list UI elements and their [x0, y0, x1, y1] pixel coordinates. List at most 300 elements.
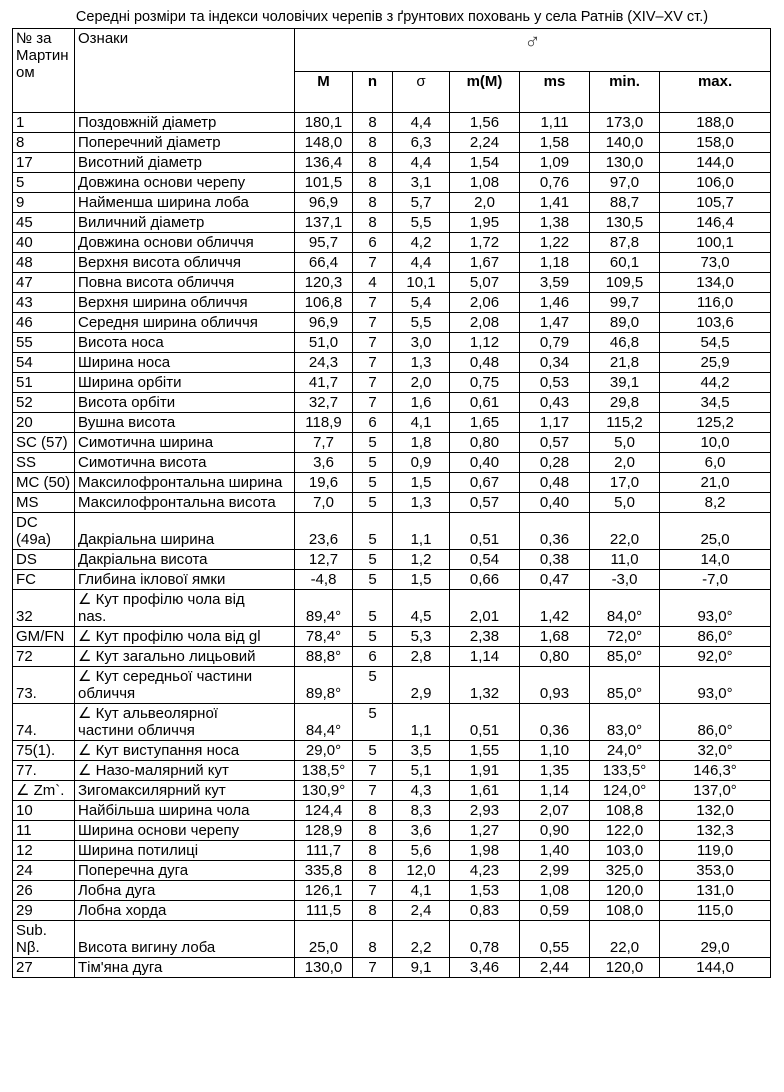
cell-col-sigma: 1,1 [393, 704, 450, 741]
cell-col-max: 115,0 [660, 901, 771, 921]
table-row [13, 193, 771, 213]
cell-col-mean: 25,0 [295, 921, 353, 958]
cell-col-sigma: 4,4 [393, 113, 450, 133]
header-row-symbol [13, 29, 771, 72]
row-code: 26 [13, 881, 75, 901]
row-feature-name: Висота носа [75, 333, 295, 353]
cell-col-max: 137,0° [660, 781, 771, 801]
cell-col-max: 100,1 [660, 233, 771, 253]
header-col-n: n [353, 72, 393, 113]
cell-col-n: 6 [353, 413, 393, 433]
cell-col-n: 7 [353, 313, 393, 333]
table-row [13, 393, 771, 413]
cell-col-max: 125,2 [660, 413, 771, 433]
row-code: 46 [13, 313, 75, 333]
cell-col-sigma: 8,3 [393, 801, 450, 821]
row-feature-name: Висота орбіти [75, 393, 295, 413]
cell-col-mean: 89,4° [295, 590, 353, 627]
cell-col-min: 72,0° [590, 627, 660, 647]
table-row [13, 704, 771, 741]
cell-col-max: 54,5 [660, 333, 771, 353]
cell-col-max: 106,0 [660, 173, 771, 193]
cell-col-mean: 78,4° [295, 627, 353, 647]
cell-col-n: 7 [353, 958, 393, 978]
cell-col-sigma: 3,6 [393, 821, 450, 841]
cell-col-error-sigma: 1,47 [520, 313, 590, 333]
cell-col-error-mean: 1,98 [450, 841, 520, 861]
cell-col-n: 5 [353, 590, 393, 627]
cell-col-sigma: 1,1 [393, 513, 450, 550]
cell-col-mean: 335,8 [295, 861, 353, 881]
cell-col-error-mean: 0,51 [450, 704, 520, 741]
cell-col-max: 10,0 [660, 433, 771, 453]
row-code: 29 [13, 901, 75, 921]
row-feature-name: Найменша ширина лоба [75, 193, 295, 213]
table-row [13, 213, 771, 233]
row-feature-name: ∠ Кут загально лицьовий [75, 647, 295, 667]
row-feature-name: Симотична ширина [75, 433, 295, 453]
cell-col-max: 144,0 [660, 153, 771, 173]
cell-col-n: 5 [353, 453, 393, 473]
cell-col-min: 130,0 [590, 153, 660, 173]
cell-col-n: 5 [353, 550, 393, 570]
cell-col-min: 5,0 [590, 433, 660, 453]
row-feature-name-line2: nas. [78, 608, 107, 625]
cell-col-min: 133,5° [590, 761, 660, 781]
cell-col-error-sigma: 1,42 [520, 590, 590, 627]
cell-col-min: 29,8 [590, 393, 660, 413]
cell-col-sigma: 4,5 [393, 590, 450, 627]
cell-col-error-mean: 1,14 [450, 647, 520, 667]
cell-col-sigma: 9,1 [393, 958, 450, 978]
row-code: 55 [13, 333, 75, 353]
row-feature-name: Верхня ширина обличчя [75, 293, 295, 313]
cell-col-error-sigma: 2,44 [520, 958, 590, 978]
cell-col-error-sigma: 0,57 [520, 433, 590, 453]
cell-col-sigma: 3,1 [393, 173, 450, 193]
table-row [13, 473, 771, 493]
cell-col-max: 116,0 [660, 293, 771, 313]
cell-col-min: 2,0 [590, 453, 660, 473]
cell-col-n: 5 [353, 570, 393, 590]
cell-col-error-mean: 0,83 [450, 901, 520, 921]
table-row [13, 293, 771, 313]
row-code: 45 [13, 213, 75, 233]
header-col-error-sigma: ms [520, 72, 590, 113]
cell-col-sigma: 10,1 [393, 273, 450, 293]
row-feature-name: Вушна висота [75, 413, 295, 433]
cell-col-min: 88,7 [590, 193, 660, 213]
cell-col-error-sigma: 0,90 [520, 821, 590, 841]
cell-col-mean: 124,4 [295, 801, 353, 821]
cell-col-sigma: 5,1 [393, 761, 450, 781]
cell-col-min: 87,8 [590, 233, 660, 253]
cell-col-max: 146,3° [660, 761, 771, 781]
row-feature-name: Дакріальна висота [75, 550, 295, 570]
cell-col-sigma: 3,5 [393, 741, 450, 761]
table-title: Середні розміри та індекси чоловічих черепів з ґрунтових поховань у села Ратнів (XIV–XV ст.) [75, 9, 709, 25]
cell-col-error-sigma: 1,40 [520, 841, 590, 861]
row-feature-name-line1: ∠ Кут профілю чола від [78, 591, 245, 608]
cell-col-mean: 148,0 [295, 133, 353, 153]
cell-col-min: 140,0 [590, 133, 660, 153]
cell-col-mean: 32,7 [295, 393, 353, 413]
cell-col-max: 103,6 [660, 313, 771, 333]
cell-col-error-sigma: 0,53 [520, 373, 590, 393]
cell-col-mean: 180,1 [295, 113, 353, 133]
row-code: 72 [13, 647, 75, 667]
row-code: Sub. Nβ. [13, 921, 75, 958]
cell-col-n: 7 [353, 393, 393, 413]
cell-col-min: 17,0 [590, 473, 660, 493]
cell-col-min: 46,8 [590, 333, 660, 353]
cell-col-n: 5 [353, 627, 393, 647]
row-feature-name: Виличний діаметр [75, 213, 295, 233]
cell-col-error-mean: 0,51 [450, 513, 520, 550]
cell-col-mean: 51,0 [295, 333, 353, 353]
table-row [13, 881, 771, 901]
row-feature-name [75, 667, 295, 704]
cell-col-mean: 120,3 [295, 273, 353, 293]
cell-col-n: 5 [353, 741, 393, 761]
table-body [13, 113, 771, 978]
cell-col-sigma: 3,0 [393, 333, 450, 353]
row-code: MC (50) [13, 473, 75, 493]
cell-col-error-sigma: 0,34 [520, 353, 590, 373]
cell-col-error-mean: 2,08 [450, 313, 520, 333]
cell-col-error-sigma: 1,38 [520, 213, 590, 233]
row-code: 17 [13, 153, 75, 173]
cell-col-max: 188,0 [660, 113, 771, 133]
table-row [13, 901, 771, 921]
row-feature-name-line1: ∠ Кут середньої частини [78, 668, 253, 685]
cell-col-min: 115,2 [590, 413, 660, 433]
header-features: Ознаки [75, 29, 295, 113]
row-feature-name: Зигомаксилярний кут [75, 781, 295, 801]
cell-col-error-mean: 3,46 [450, 958, 520, 978]
row-feature-name: Лобна дуга [75, 881, 295, 901]
table-row [13, 133, 771, 153]
cell-col-n: 7 [353, 881, 393, 901]
cell-col-error-mean: 5,07 [450, 273, 520, 293]
row-code: SC (57) [13, 433, 75, 453]
cell-col-min: 109,5 [590, 273, 660, 293]
cell-col-max: 25,9 [660, 353, 771, 373]
header-col-sigma: σ [393, 72, 450, 113]
cell-col-min: 97,0 [590, 173, 660, 193]
cell-col-mean: 111,7 [295, 841, 353, 861]
table-row [13, 841, 771, 861]
row-code: 12 [13, 841, 75, 861]
cell-col-min: 120,0 [590, 958, 660, 978]
cell-col-error-sigma: 0,47 [520, 570, 590, 590]
cell-col-sigma: 1,5 [393, 570, 450, 590]
cell-col-mean: 126,1 [295, 881, 353, 901]
cell-col-max: 131,0 [660, 881, 771, 901]
table-row [13, 550, 771, 570]
cell-col-sigma: 4,1 [393, 881, 450, 901]
cell-col-error-mean: 4,23 [450, 861, 520, 881]
cell-col-max: 34,5 [660, 393, 771, 413]
row-feature-name: Тім'яна дуга [75, 958, 295, 978]
cell-col-mean: 111,5 [295, 901, 353, 921]
row-feature-name: ∠ Кут виступання носа [75, 741, 295, 761]
cell-col-error-sigma: 1,58 [520, 133, 590, 153]
cell-col-error-mean: 1,65 [450, 413, 520, 433]
table-row [13, 667, 771, 704]
cell-col-n: 5 [353, 513, 393, 550]
cell-col-mean: 96,9 [295, 313, 353, 333]
cell-col-error-sigma: 0,43 [520, 393, 590, 413]
table-row [13, 353, 771, 373]
row-code: 73. [13, 667, 75, 704]
cell-col-error-mean: 0,54 [450, 550, 520, 570]
row-code: MS [13, 493, 75, 513]
cell-col-max: 21,0 [660, 473, 771, 493]
cell-col-mean: 130,0 [295, 958, 353, 978]
row-code: 51 [13, 373, 75, 393]
cell-col-sigma: 4,4 [393, 253, 450, 273]
cell-col-max: 29,0 [660, 921, 771, 958]
row-code: 20 [13, 413, 75, 433]
row-feature-name: Ширина носа [75, 353, 295, 373]
cell-col-sigma: 4,2 [393, 233, 450, 253]
cell-col-n: 7 [353, 781, 393, 801]
table-row [13, 741, 771, 761]
cell-col-mean: 29,0° [295, 741, 353, 761]
cell-col-min: 5,0 [590, 493, 660, 513]
table-row [13, 570, 771, 590]
cell-col-min: 85,0° [590, 667, 660, 704]
cell-col-max: 134,0 [660, 273, 771, 293]
row-code: 11 [13, 821, 75, 841]
cell-col-min: 39,1 [590, 373, 660, 393]
cell-col-mean: 12,7 [295, 550, 353, 570]
cell-col-n: 8 [353, 841, 393, 861]
row-feature-name: Симотична висота [75, 453, 295, 473]
cell-col-sigma: 1,5 [393, 473, 450, 493]
cell-col-error-sigma: 0,38 [520, 550, 590, 570]
table-row [13, 333, 771, 353]
cell-col-error-mean: 1,53 [450, 881, 520, 901]
cell-col-n: 8 [353, 193, 393, 213]
cell-col-n: 5 [353, 667, 393, 704]
cell-col-max: 144,0 [660, 958, 771, 978]
row-feature-name-line2: обличчя [78, 685, 136, 702]
cell-col-min: 22,0 [590, 921, 660, 958]
cell-col-error-sigma: 1,22 [520, 233, 590, 253]
row-feature-name: Найбільша ширина чола [75, 801, 295, 821]
cell-col-max: 105,7 [660, 193, 771, 213]
cell-col-max: 14,0 [660, 550, 771, 570]
row-feature-name: Лобна хорда [75, 901, 295, 921]
cell-col-error-sigma: 0,36 [520, 704, 590, 741]
cell-col-max: 146,4 [660, 213, 771, 233]
cell-col-sigma: 2,9 [393, 667, 450, 704]
cell-col-error-sigma: 0,55 [520, 921, 590, 958]
table-row [13, 921, 771, 958]
cell-col-n: 8 [353, 921, 393, 958]
cell-col-n: 7 [353, 333, 393, 353]
row-code: 52 [13, 393, 75, 413]
cell-col-n: 8 [353, 821, 393, 841]
cell-col-error-sigma: 2,99 [520, 861, 590, 881]
cell-col-error-sigma: 1,10 [520, 741, 590, 761]
cell-col-min: 108,0 [590, 901, 660, 921]
cell-col-error-mean: 0,80 [450, 433, 520, 453]
cell-col-error-sigma: 1,41 [520, 193, 590, 213]
cell-col-error-mean: 0,57 [450, 493, 520, 513]
cell-col-n: 8 [353, 801, 393, 821]
cell-col-n: 8 [353, 173, 393, 193]
cell-col-min: 103,0 [590, 841, 660, 861]
row-feature-name: Дакріальна ширина [75, 513, 295, 550]
cell-col-mean: 130,9° [295, 781, 353, 801]
row-code: 43 [13, 293, 75, 313]
cell-col-error-mean: 0,75 [450, 373, 520, 393]
cell-col-error-mean: 2,0 [450, 193, 520, 213]
cell-col-mean: 89,8° [295, 667, 353, 704]
table-row [13, 233, 771, 253]
row-feature-name: Максилофронтальна висота [75, 493, 295, 513]
row-feature-name [75, 590, 295, 627]
cell-col-min: 21,8 [590, 353, 660, 373]
row-code: 10 [13, 801, 75, 821]
cell-col-error-mean: 0,48 [450, 353, 520, 373]
cell-col-mean: 88,8° [295, 647, 353, 667]
cell-col-mean: 101,5 [295, 173, 353, 193]
row-code: 5 [13, 173, 75, 193]
table-row [13, 273, 771, 293]
row-feature-name: Поздовжній діаметр [75, 113, 295, 133]
cell-col-error-sigma: 0,93 [520, 667, 590, 704]
cell-col-n: 8 [353, 213, 393, 233]
row-code: 8 [13, 133, 75, 153]
cell-col-max: 8,2 [660, 493, 771, 513]
cell-col-mean: 84,4° [295, 704, 353, 741]
cell-col-error-sigma: 0,59 [520, 901, 590, 921]
cell-col-n: 6 [353, 233, 393, 253]
cell-col-min: -3,0 [590, 570, 660, 590]
cell-col-sigma: 1,3 [393, 493, 450, 513]
cell-col-max: 44,2 [660, 373, 771, 393]
table-row [13, 153, 771, 173]
row-code: 54 [13, 353, 75, 373]
table-row [13, 627, 771, 647]
row-feature-name: Повна висота обличчя [75, 273, 295, 293]
cell-col-mean: 136,4 [295, 153, 353, 173]
cell-col-n: 5 [353, 433, 393, 453]
cell-col-error-sigma: 0,48 [520, 473, 590, 493]
row-feature-name [75, 704, 295, 741]
table-row [13, 821, 771, 841]
cell-col-max: 132,0 [660, 801, 771, 821]
cell-col-error-sigma: 0,80 [520, 647, 590, 667]
cell-col-mean: 7,7 [295, 433, 353, 453]
cell-col-min: 122,0 [590, 821, 660, 841]
cell-col-error-mean: 1,95 [450, 213, 520, 233]
cell-col-sigma: 5,7 [393, 193, 450, 213]
cell-col-error-mean: 2,24 [450, 133, 520, 153]
cell-col-min: 84,0° [590, 590, 660, 627]
row-feature-name: Довжина основи обличчя [75, 233, 295, 253]
row-feature-name: Довжина основи черепу [75, 173, 295, 193]
cell-col-error-sigma: 1,09 [520, 153, 590, 173]
cell-col-error-mean: 0,61 [450, 393, 520, 413]
table-row [13, 313, 771, 333]
table-row [13, 413, 771, 433]
cell-col-n: 8 [353, 113, 393, 133]
table-row [13, 253, 771, 273]
skull-measurements-table [12, 28, 771, 978]
row-code: SS [13, 453, 75, 473]
table-row [13, 513, 771, 550]
row-code: 32 [13, 590, 75, 627]
cell-col-error-mean: 1,72 [450, 233, 520, 253]
cell-col-n: 7 [353, 353, 393, 373]
cell-col-max: 32,0° [660, 741, 771, 761]
cell-col-sigma: 2,2 [393, 921, 450, 958]
row-feature-name: ∠ Кут профілю чола від gl [75, 627, 295, 647]
cell-col-min: 85,0° [590, 647, 660, 667]
cell-col-min: 120,0 [590, 881, 660, 901]
row-code: 40 [13, 233, 75, 253]
cell-col-error-mean: 1,32 [450, 667, 520, 704]
cell-col-error-sigma: 2,07 [520, 801, 590, 821]
cell-col-sigma: 1,8 [393, 433, 450, 453]
cell-col-sigma: 2,4 [393, 901, 450, 921]
cell-col-max: 93,0° [660, 590, 771, 627]
cell-col-error-mean: 1,54 [450, 153, 520, 173]
cell-col-error-mean: 1,56 [450, 113, 520, 133]
header-martin-number: № за Мартин ом [13, 29, 75, 113]
cell-col-error-mean: 2,01 [450, 590, 520, 627]
cell-col-n: 8 [353, 153, 393, 173]
cell-col-mean: 7,0 [295, 493, 353, 513]
cell-col-error-sigma: 0,79 [520, 333, 590, 353]
cell-col-max: 132,3 [660, 821, 771, 841]
cell-col-n: 8 [353, 133, 393, 153]
cell-col-max: 6,0 [660, 453, 771, 473]
cell-col-max: 86,0° [660, 704, 771, 741]
cell-col-error-sigma: 0,36 [520, 513, 590, 550]
cell-col-mean: 66,4 [295, 253, 353, 273]
cell-col-n: 7 [353, 761, 393, 781]
cell-col-error-sigma: 1,14 [520, 781, 590, 801]
cell-col-error-sigma: 0,40 [520, 493, 590, 513]
cell-col-sigma: 2,8 [393, 647, 450, 667]
row-code: DC (49a) [13, 513, 75, 550]
cell-col-sigma: 4,4 [393, 153, 450, 173]
cell-col-min: 108,8 [590, 801, 660, 821]
cell-col-min: 173,0 [590, 113, 660, 133]
cell-col-error-sigma: 3,59 [520, 273, 590, 293]
cell-col-n: 5 [353, 473, 393, 493]
cell-col-min: 24,0° [590, 741, 660, 761]
cell-col-error-mean: 1,08 [450, 173, 520, 193]
cell-col-error-sigma: 0,76 [520, 173, 590, 193]
table-row [13, 861, 771, 881]
table-row [13, 493, 771, 513]
cell-col-error-mean: 1,91 [450, 761, 520, 781]
cell-col-n: 8 [353, 901, 393, 921]
cell-col-min: 83,0° [590, 704, 660, 741]
cell-col-error-mean: 1,27 [450, 821, 520, 841]
table-row [13, 433, 771, 453]
table-row [13, 647, 771, 667]
cell-col-max: 73,0 [660, 253, 771, 273]
cell-col-n: 5 [353, 704, 393, 741]
